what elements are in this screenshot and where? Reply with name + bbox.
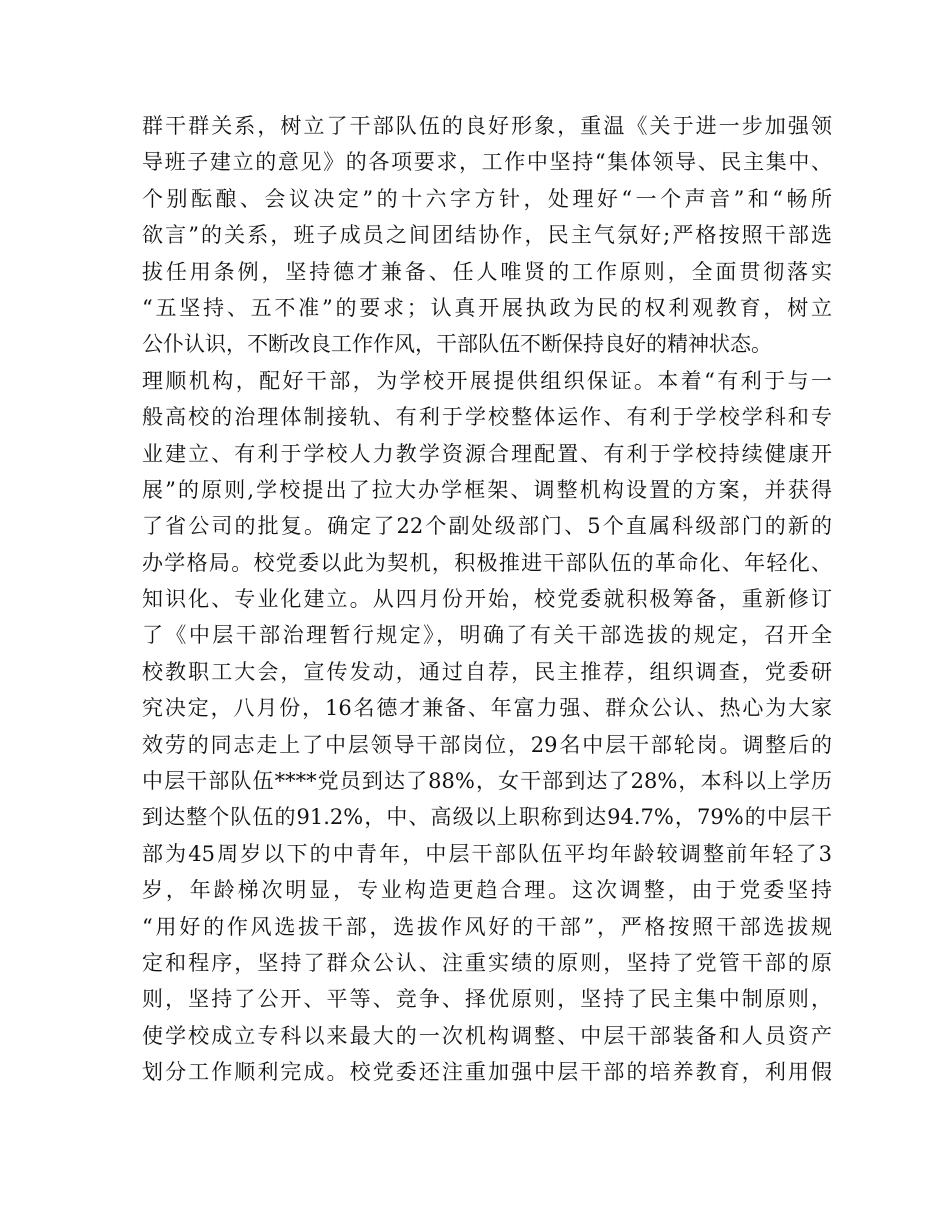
- text-line: 使学校成立专科以来最大的一次机构调整、中层干部装备和人员资产: [142, 1023, 832, 1048]
- text-line: 校教职工大会，宣传发动，通过自荐，民主推荐，组织调查，党委研: [142, 659, 832, 684]
- text-line: 公仆认识，不断改良工作作风，干部队伍不断保持良好的精神状态。: [142, 332, 772, 357]
- text-line: 知识化、专业化建立。从四月份开始，校党委就积极筹备，重新修订: [142, 587, 832, 612]
- text-line: 效劳的同志走上了中层领导干部岗位，29名中层干部轮岗。调整后的: [142, 732, 832, 757]
- text-line: 定和程序，坚持了群众公认、注重实绩的原则，坚持了党管干部的原: [142, 950, 832, 975]
- text-line: 导班子建立的意见》的各项要求，工作中坚持“集体领导、民主集中、: [142, 150, 832, 175]
- text-line: 般高校的治理体制接轨、有利于学校整体运作、有利于学校学科和专: [142, 405, 832, 430]
- text-line: 拔任用条例，坚持德才兼备、任人唯贤的工作原则，全面贯彻落实: [142, 259, 832, 284]
- text-line: 办学格局。校党委以此为契机，积极推进干部队伍的革命化、年轻化、: [142, 550, 832, 575]
- text-line: 展”的原则,学校提出了拉大办学框架、调整机构设置的方案，并获得: [142, 477, 832, 502]
- text-line: 群干群关系，树立了干部队伍的良好形象，重温《关于进一步加强领: [142, 114, 832, 138]
- text-line: “用好的作风选拔干部，选拔作风好的干部”，严格按照干部选拔规: [142, 914, 832, 939]
- text-line: 了省公司的批复。确定了22个副处级部门、5个直属科级部门的新的: [142, 514, 832, 539]
- text-line: 则，坚持了公开、平等、竞争、择优原则，坚持了民主集中制原则，: [142, 987, 832, 1012]
- text-line: 部为45周岁以下的中青年，中层干部队伍平均年龄较调整前年轻了3: [142, 841, 832, 866]
- text-line: 究决定，八月份，16名德才兼备、年富力强、群众公认、热心为大家: [142, 696, 832, 721]
- text-line: 划分工作顺利完成。校党委还注重加强中层干部的培养教育，利用假: [142, 1060, 832, 1085]
- text-line: 岁，年龄梯次明显，专业构造更趋合理。这次调整，由于党委坚持: [142, 878, 832, 903]
- text-line: 到达整个队伍的91.2%，中、高级以上职称到达94.7%，79%的中层干: [142, 805, 832, 830]
- text-line: 个别酝酿、会议决定”的十六字方针，处理好“一个声音”和“畅所: [142, 186, 832, 211]
- text-line: 业建立、有利于学校人力教学资源合理配置、有利于学校持续健康开: [142, 441, 832, 466]
- body-paragraph: [142, 108, 832, 1091]
- text-line: 了《中层干部治理暂行规定》，明确了有关干部选拔的规定，召开全: [142, 623, 832, 648]
- text-line: 理顺机构，配好干部，为学校开展提供组织保证。本着“有利于与一: [142, 368, 832, 393]
- text-line: 欲言”的关系，班子成员之间团结协作，民主气氛好;严格按照干部选: [142, 223, 832, 248]
- text-line: 中层干部队伍****党员到达了88%，女干部到达了28%，本科以上学历: [142, 769, 832, 794]
- text-line: “五坚持、五不准”的要求；认真开展执政为民的权利观教育，树立: [142, 295, 832, 320]
